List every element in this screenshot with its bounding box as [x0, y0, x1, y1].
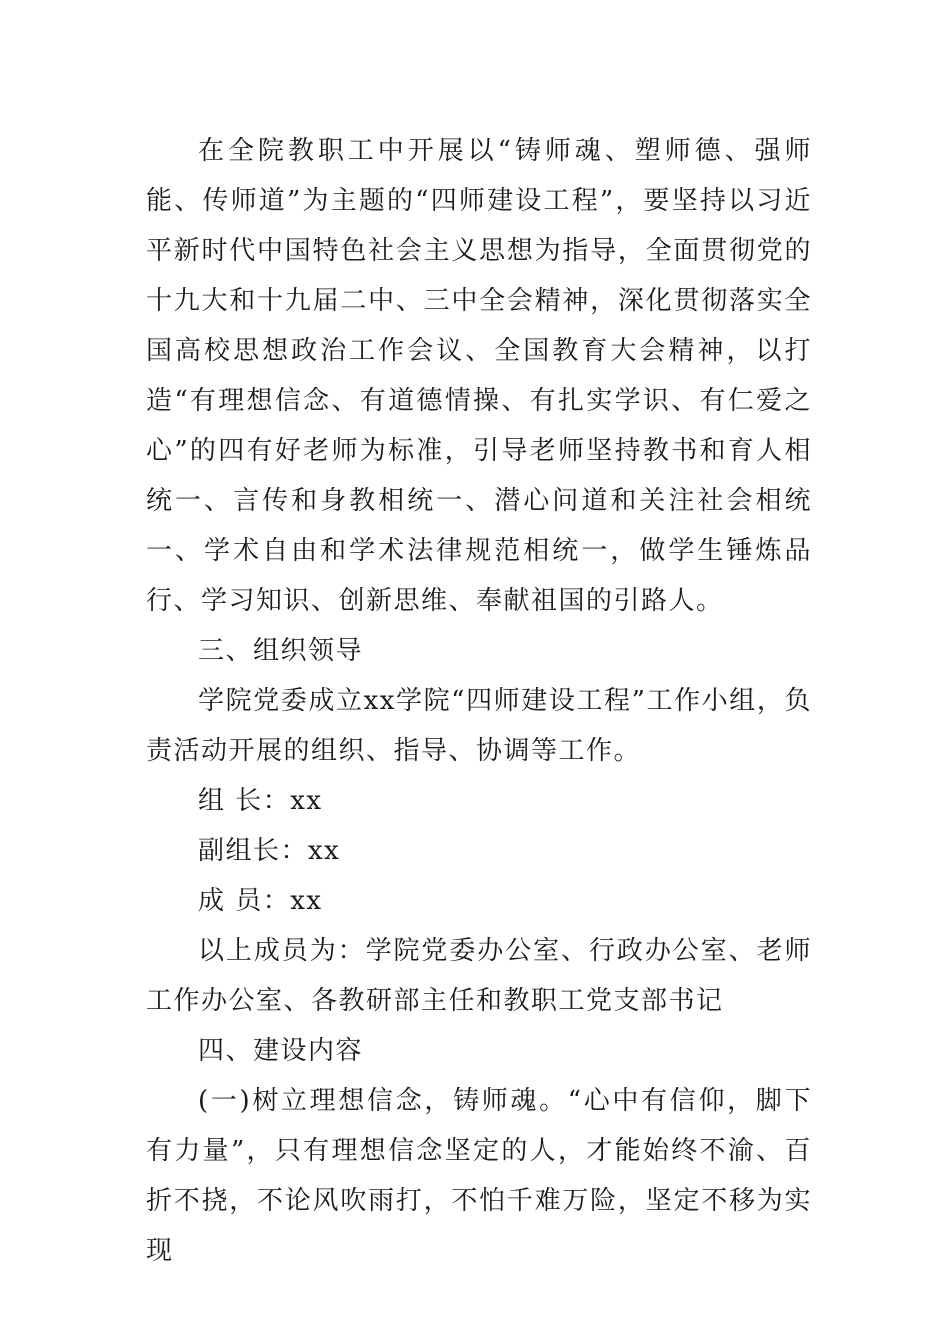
document-body	[146, 126, 812, 1276]
section-heading-content: 四、建设内容	[198, 1036, 364, 1066]
paragraph-ideals: (一)树立理想信念，铸师魂。“心中有信仰，脚下有力量”，只有理想信念坚定的人，才能始终不渝、百折不挠，不论风吹雨打，不怕千难万险，坚定不移为实现	[146, 1086, 812, 1266]
members-line: 成 员：xx	[198, 886, 323, 916]
deputy-leader-line: 副组长：xx	[198, 836, 341, 866]
paragraph-working-group: 学院党委成立xx学院“四师建设工程”工作小组，负责活动开展的组织、指导、协调等工作。	[146, 686, 812, 766]
section-heading-organization: 三、组织领导	[198, 636, 364, 666]
group-leader-line: 组 长：xx	[198, 786, 323, 816]
paragraph-members-list: 以上成员为：学院党委办公室、行政办公室、老师工作办公室、各教研部主任和教职工党支部书记	[146, 936, 812, 1016]
paragraph-intro: 在全院教职工中开展以“铸师魂、塑师德、强师能、传师道”为主题的“四师建设工程”，要坚持以习近平新时代中国特色社会主义思想为指导，全面贯彻党的十九大和十九届二中、三中全会精神，深化贯彻落实全国高校思想政治工作会议、全国教育大会精神，以打造“有理想信念、有道德情操、有扎实学识、有仁爱之心”的四有好老师为标准，引导老师坚持教书和育人相统一、言传和身教相统一、潜心问道和关注社会相统一、学术自由和学术法律规范相统一，做学生锤炼品行、学习知识、创新思维、奉献祖国的引路人。	[146, 136, 812, 616]
